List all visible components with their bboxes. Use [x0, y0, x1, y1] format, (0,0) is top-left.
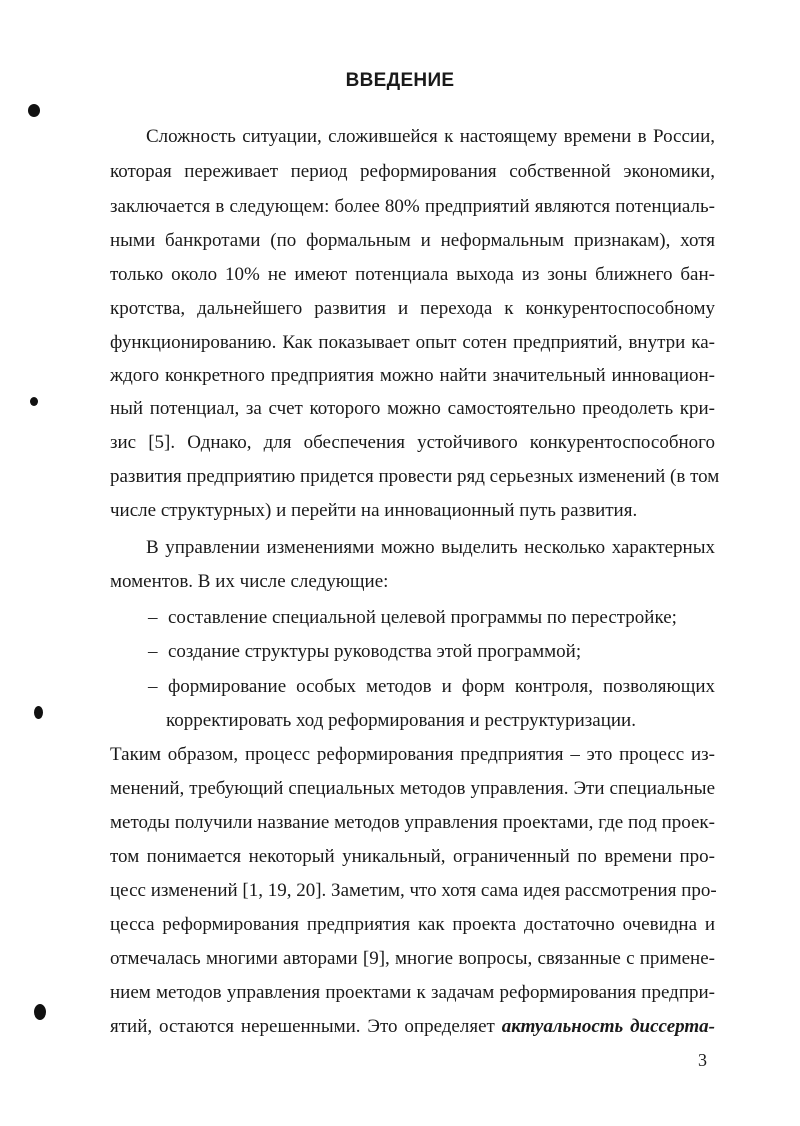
- page-title: ВВЕДЕНИЕ: [345, 70, 455, 91]
- list-item: [148, 635, 581, 669]
- list-item-text: составление специальной целевой программы по перестройке;: [168, 607, 677, 628]
- punch-hole-mark: [30, 397, 38, 406]
- bullet-dash: –: [148, 641, 158, 662]
- paragraph-line: цесса реформирования предприятия как проекта достаточно очевидна и: [110, 914, 715, 935]
- paragraph-line: отмечалась многими авторами [9], многие вопросы, связанные с примене-: [110, 948, 715, 969]
- punch-hole-mark: [34, 706, 43, 719]
- paragraph-line: моментов. В их числе следующие:: [110, 571, 389, 592]
- paragraph-line-last: [110, 1010, 715, 1044]
- paragraph-line: В управлении изменениями можно выделить несколько характерных: [146, 537, 715, 558]
- emphasized-text: актуальность диссерта-: [501, 1016, 715, 1037]
- paragraph-line: нием методов управления проектами к задачам реформирования предпри-: [110, 982, 715, 1003]
- paragraph-line: ными банкротами (по формальным и неформальным признакам), хотя: [110, 230, 715, 251]
- page-number: 3: [698, 1050, 707, 1070]
- paragraph-text: ятий, остаются нерешенными. Это определяет: [110, 1016, 495, 1037]
- paragraph-line: только около 10% не имеют потенциала выхода из зоны ближнего бан-: [110, 264, 715, 285]
- paragraph-line: которая переживает период реформирования собственной экономики,: [110, 161, 715, 182]
- bullet-dash: –: [148, 607, 158, 628]
- paragraph-line: зис [5]. Однако, для обеспечения устойчивого конкурентоспособного: [110, 432, 715, 453]
- list-item-text: создание структуры руководства этой программой;: [168, 641, 582, 662]
- paragraph-line: функционированию. Как показывает опыт сотен предприятий, внутри ка-: [110, 332, 715, 353]
- paragraph-line: том понимается некоторый уникальный, ограниченный по времени про-: [110, 846, 715, 867]
- list-item-continuation: корректировать ход реформирования и реструктуризации.: [166, 710, 636, 731]
- paragraph-line: развития предприятию придется провести ряд серьезных изменений (в том: [110, 466, 720, 487]
- list-item-text: формирование особых методов и форм контроля, позволяющих: [168, 676, 715, 697]
- paragraph-line: методы получили название методов управления проектами, где под проек-: [110, 812, 715, 833]
- list-item: [148, 670, 715, 704]
- paragraph-line: менений, требующий специальных методов управления. Эти специальные: [110, 778, 715, 799]
- paragraph-line: цесс изменений [1, 19, 20]. Заметим, что хотя сама идея рассмотрения про-: [110, 880, 717, 901]
- paragraph-line: ждого конкретного предприятия можно найти значительный инновацион-: [110, 365, 715, 386]
- paragraph-line: заключается в следующем: более 80% предприятий являются потенциаль-: [110, 196, 715, 217]
- paragraph-line: кротства, дальнейшего развития и перехода к конкурентоспособному: [110, 298, 715, 319]
- paragraph-line: Сложность ситуации, сложившейся к настоящему времени в России,: [146, 126, 715, 147]
- punch-hole-mark: [34, 1004, 46, 1020]
- list-item: [148, 601, 677, 635]
- bullet-dash: –: [148, 676, 158, 697]
- paragraph-line: ный потенциал, за счет которого можно самостоятельно преодолеть кри-: [110, 398, 715, 419]
- paragraph-line: числе структурных) и перейти на инновационный путь развития.: [110, 500, 638, 521]
- punch-hole-mark: [28, 104, 40, 117]
- paragraph-line: Таким образом, процесс реформирования предприятия – это процесс из-: [110, 744, 715, 765]
